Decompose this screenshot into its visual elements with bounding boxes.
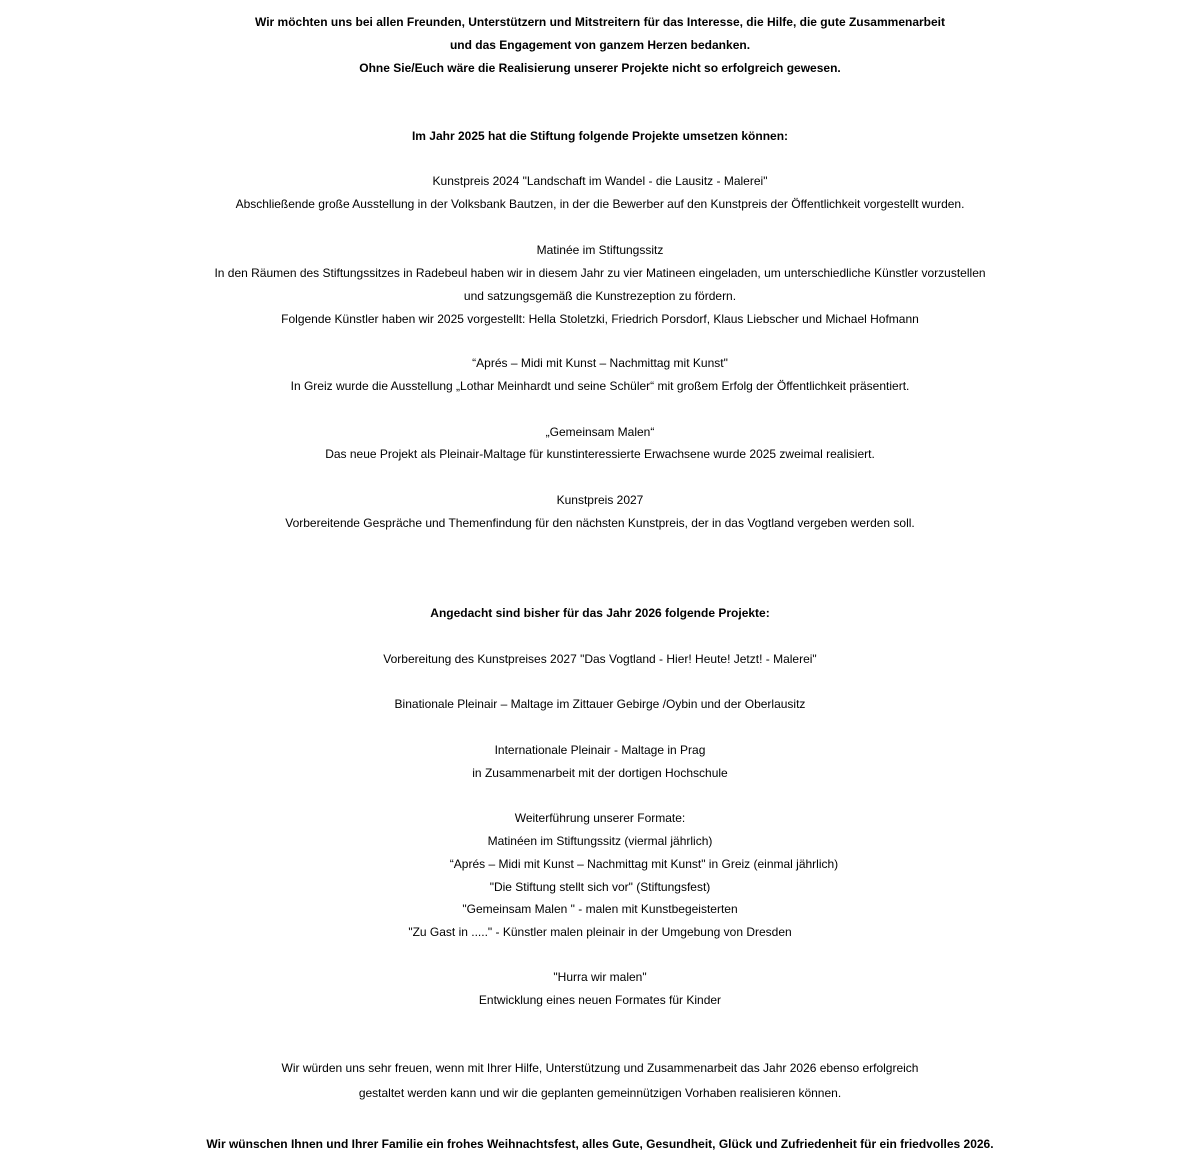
formate-item: "Zu Gast in ....." - Künstler malen pleinair in der Umgebung von Dresden [408,925,792,939]
hurra-title: "Hurra wir malen" [553,970,647,984]
formate-title: Weiterführung unserer Formate: [514,811,686,825]
kunstpreis-2027-title: Kunstpreis 2027 [556,493,644,507]
matinee-text-2: und satzungsgemäß die Kunstrezeption zu fördern. [463,289,737,303]
apres-midi-title: “Aprés – Midi mit Kunst – Nachmittag mit Kunst" [472,356,728,370]
heading-2026: Angedacht sind bisher für das Jahr 2026 folgende Projekte: [430,606,770,620]
formate-item: “Aprés – Midi mit Kunst – Nachmittag mit Kunst" in Greiz (einmal jährlich) [449,857,839,871]
heading-2025: Im Jahr 2025 hat die Stiftung folgende Projekte umsetzen können: [411,129,789,143]
gemeinsam-malen-text: Das neue Projekt als Pleinair-Maltage für kunstinteressierte Erwachsene wurde 2025 zweimal realisiert. [325,447,875,461]
closing-line-1: Wir würden uns sehr freuen, wenn mit Ihrer Hilfe, Unterstützung und Zusammenarbeit das Jahr 2026 ebenso erfolgreich [281,1061,919,1075]
international-text-1: Internationale Pleinair - Maltage in Prag [494,743,706,757]
vorbereitung-text: Vorbereitung des Kunstpreises 2027 "Das Vogtland - Hier! Heute! Jetzt! - Malerei" [383,652,817,666]
formate-item: "Gemeinsam Malen " - malen mit Kunstbegeisterten [462,902,738,916]
matinee-title: Matinée im Stiftungssitz [536,243,664,257]
binational-text: Binationale Pleinair – Maltage im Zittauer Gebirge /Oybin und der Oberlausitz [394,697,806,711]
hurra-text: Entwicklung eines neuen Formates für Kinder [478,993,722,1007]
matinee-text-3: Folgende Künstler haben wir 2025 vorgestellt: Hella Stoletzki, Friedrich Porsdorf, Klaus Liebscher und Michael Hofmann [281,312,919,326]
apres-midi-text: In Greiz wurde die Ausstellung „Lothar Meinhardt und seine Schüler“ mit großem Erfolg der Öffentlichkeit präsentiert. [290,379,910,393]
kunstpreis-2027-text: Vorbereitende Gespräche und Themenfindung für den nächsten Kunstpreis, der in das Vogtland vergeben werden soll. [285,516,915,530]
gemeinsam-malen-title: „Gemeinsam Malen“ [545,425,655,439]
formate-item: "Die Stiftung stellt sich vor" (Stiftungsfest) [489,880,711,894]
kunstpreis-2024-title: Kunstpreis 2024 "Landschaft im Wandel - die Lausitz - Malerei" [432,174,768,188]
intro-line-3: Ohne Sie/Euch wäre die Realisierung unserer Projekte nicht so erfolgreich gewesen. [359,61,841,75]
intro-line-2: und das Engagement von ganzem Herzen bedanken. [449,38,751,52]
formate-item: Matinéen im Stiftungssitz (viermal jährlich) [487,834,713,848]
intro-line-1: Wir möchten uns bei allen Freunden, Unterstützern und Mitstreitern für das Interesse, die Hilfe, die gute Zusammenarbeit [254,15,945,29]
closing-wish: Wir wünschen Ihnen und Ihrer Familie ein frohes Weihnachtsfest, alles Gute, Gesundheit, Glück und Zufriedenheit für ein friedvolles 2026. [206,1137,994,1151]
matinee-text-1: In den Räumen des Stiftungssitzes in Radebeul haben wir in diesem Jahr zu vier Matineen eingeladen, um unterschiedliche Künstler vorzustellen [214,266,986,280]
closing-line-2: gestaltet werden kann und wir die geplanten gemeinnützigen Vorhaben realisieren können. [358,1086,842,1100]
kunstpreis-2024-text: Abschließende große Ausstellung in der Volksbank Bautzen, in der die Bewerber auf den Kunstpreis der Öffentlichkeit vorgestellt wurden. [235,197,965,211]
international-text-2: in Zusammenarbeit mit der dortigen Hochschule [472,766,728,780]
